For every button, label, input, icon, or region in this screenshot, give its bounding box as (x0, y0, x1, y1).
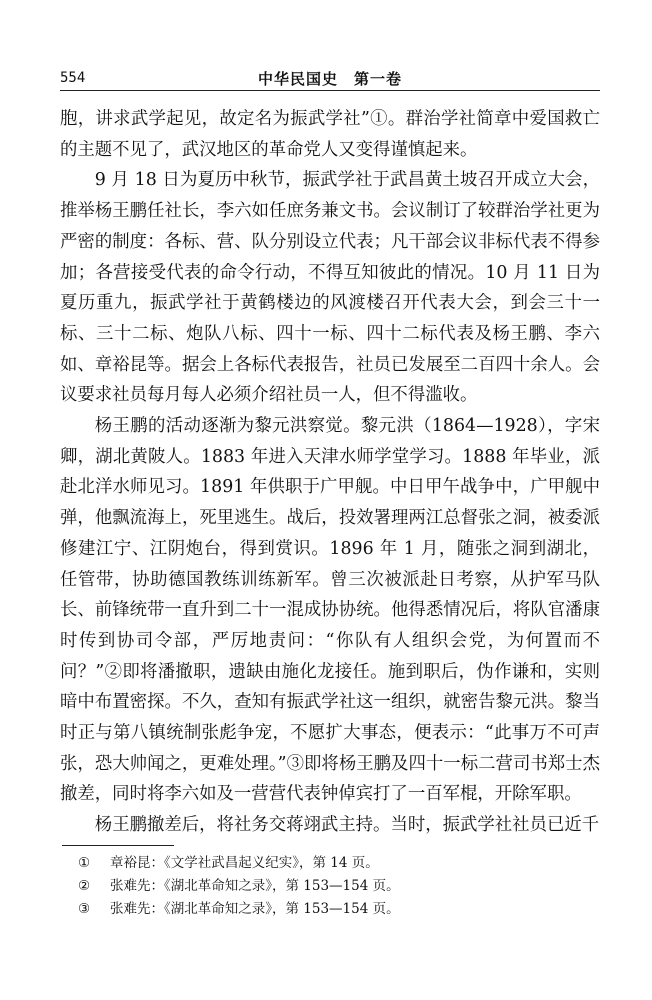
footnote-divider (62, 845, 174, 846)
footnote-1 (78, 852, 598, 875)
paragraph-2: 9 月 18 日为夏历中秋节，振武学社于武昌黄土坡召开成立大会，推举杨王鹏任社长，李六如任庶务兼文书。会议制订了较群治学社更为严密的制度：各标、营、队分别设立代表；凡干部会议非标代表不得参加；各营接受代表的命令行动，不得互知彼此的情况。10 月 11 日为夏历重九，振武学社于黄鹤楼边的风渡楼召开代表大会，到会三十一标、三十二标、炮队八标、四十一标、四十二标代表及杨王鹏、李六如、章裕昆等。据会上各标代表报告，社员已发展至二百四十余人。会议要求社员每月每人必须介绍社员一人，但不得滥收。 (60, 170, 600, 406)
running-title: 中华民国史 第一卷 (257, 70, 402, 88)
footnote-2 (78, 875, 598, 898)
footnotes (78, 852, 598, 921)
page-header (60, 68, 600, 91)
paragraph-3: 杨王鹏的活动逐渐为黎元洪察觉。黎元洪（1864—1928），字宋卿，湖北黄陂人。1883 年进入天津水师学堂学习。1888 年毕业，派赴北洋水师见习。1891 年供职于广甲舰。中日甲午战争中，广甲舰中弹，他飘流海上，死里逃生。战后，投效署理两江总督张之洞，被委派修建江宁、江阴炮台，得到赏识。1896 年 1 月，随张之洞到湖北，任管带，协助德国教练训练新军。曾三次被派赴日考察，从护军马队长、前锋统带一直升到二十一混成协协统。他得悉情况后，将队官潘康时传到协司令部，严厉地责问：“你队有人组织会党，为何置而不问？”②即将潘撤职，遗缺由施化龙接任。施到职后，伪作谦和，实则暗中布置密探。不久，查知有振武学社这一组织，就密告黎元洪。黎当时正与第八镇统制张彪争宠，不愿扩大事态，便表示：“此事万不可声张，恐大帅闻之，更难处理。”③即将杨王鹏及四十一标二营司书郑士杰撤差，同时将李六如及一营营代表钟倬宾打了一百军棍，开除军职。 (60, 416, 600, 805)
footnote-mark: ① (78, 855, 91, 871)
paragraph-1: 胞，讲求武学起见，故定名为振武学社”①。群治学社简章中爱国救亡的主题不见了，武汉地区的革命党人又变得谨慎起来。 (60, 109, 600, 160)
paragraph-4: 杨王鹏撤差后，将社务交蒋翊武主持。当时，振武学社社员已近千 (94, 815, 600, 836)
footnote-text: 张难先：《湖北革命知之录》，第 153—154 页。 (110, 878, 400, 894)
footnote-3 (78, 898, 598, 921)
footnote-text: 章裕昆：《文学社武昌起义纪实》，第 14 页。 (110, 855, 379, 871)
footnote-mark: ③ (78, 901, 91, 917)
page-number: 554 (60, 70, 86, 86)
footnote-text: 张难先：《湖北革命知之录》，第 153—154 页。 (110, 901, 400, 917)
body-text (60, 104, 600, 841)
footnote-mark: ② (78, 878, 91, 894)
